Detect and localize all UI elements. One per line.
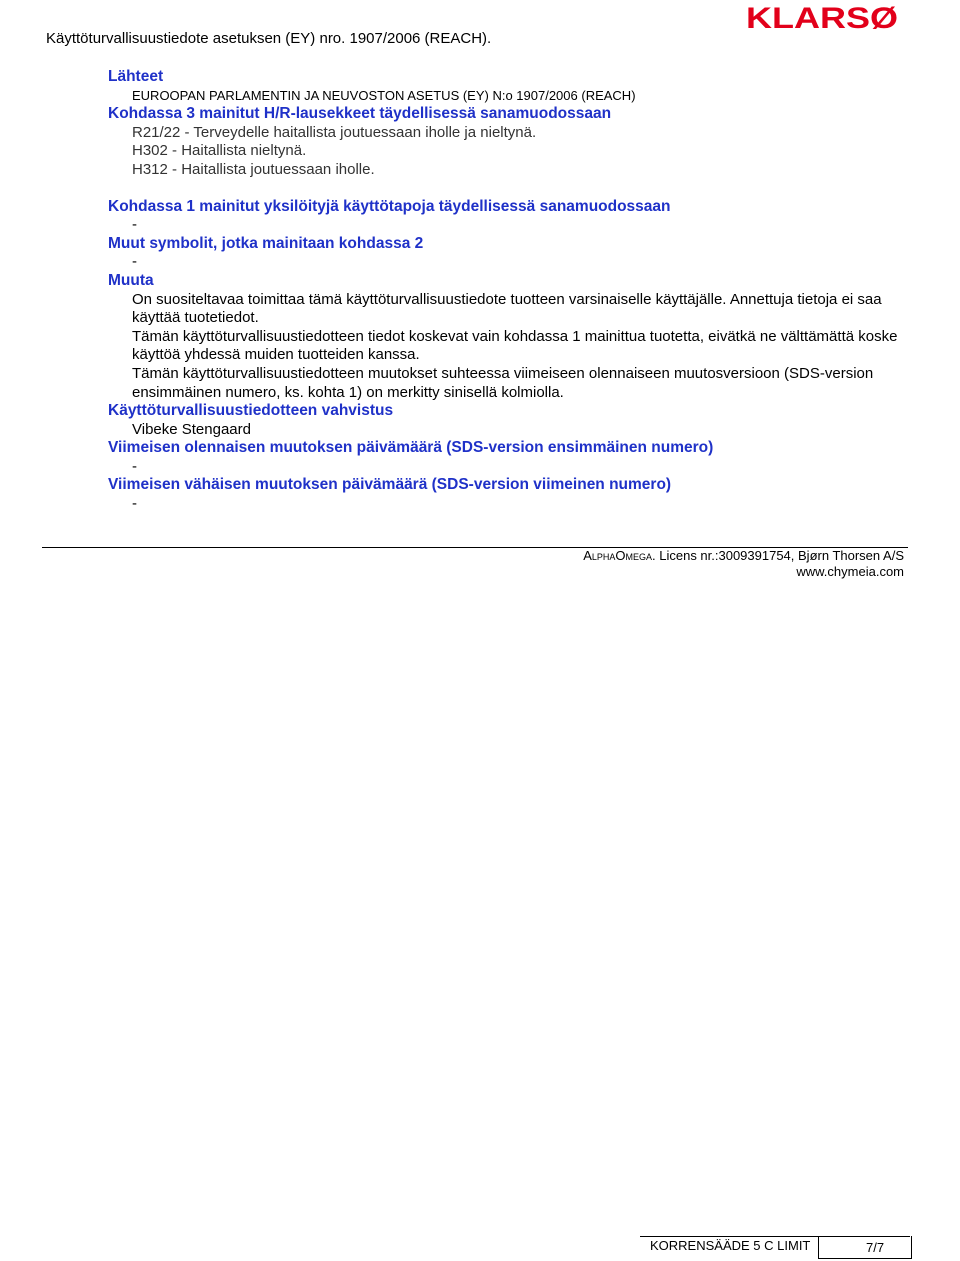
major-change-text: - (132, 457, 137, 475)
page-number: 7/7 (866, 1240, 885, 1255)
software-name: AlphaOmega. (583, 548, 656, 563)
other-heading: Muuta (108, 271, 154, 289)
product-name: KORRENSÄÄDE 5 C LIMIT (650, 1238, 811, 1253)
symbols-text: - (132, 253, 137, 271)
license-text: Licens nr.:3009391754, Bjørn Thorsen A/S (659, 548, 904, 563)
minor-change-text: - (132, 495, 137, 513)
document-title: Käyttöturvallisuustiedote asetuksen (EY) nro. 1907/2006 (REACH). (46, 30, 492, 47)
klarso-logo (746, 2, 900, 32)
minor-change-heading: Viimeisen vähäisen muutoksen päivämäärä (SDS-version viimeinen numero) (108, 476, 672, 494)
hr-phrases-heading: Kohdassa 3 mainitut H/R-lausekkeet täydellisessä sanamuodossaan (108, 105, 612, 123)
svg-text:KLARSØ: KLARSØ (746, 2, 898, 32)
other-paragraph: Tämän käyttöturvallisuustiedotteen tiedot koskevat vain kohdassa 1 mainittua tuotetta, eivätkä ne välttämättä koske käyttöä yhdessä muiden tuotteiden kanssa. (132, 327, 898, 364)
uses-heading: Kohdassa 1 mainitut yksilöityjä käyttötapoja täydellisessä sanamuodossaan (108, 197, 671, 215)
sources-text: EUROOPAN PARLAMENTIN JA NEUVOSTON ASETUS (EY) N:o 1907/2006 (REACH) (132, 87, 636, 103)
website-text: www.chymeia.com (796, 564, 904, 579)
hr-phrase: H312 - Haitallista joutuessaan iholle. (132, 160, 375, 178)
major-change-heading: Viimeisen olennaisen muutoksen päivämäärä (SDS-version ensimmäinen numero) (108, 439, 714, 457)
content (108, 68, 908, 514)
sources-heading: Lähteet (108, 68, 164, 85)
other-paragraph: Tämän käyttöturvallisuustiedotteen muutokset suhteessa viimeiseen olennaiseen muutosversioon (SDS-version ensimmäinen numero, ks. kohta 1) on merkitty sinisellä kolmiolla. (132, 364, 874, 401)
approval-heading: Käyttöturvallisuustiedotteen vahvistus (108, 402, 394, 420)
page-number-box (818, 1236, 912, 1259)
footer-license-block (583, 548, 904, 580)
hr-phrase: R21/22 - Terveydelle haitallista joutuessaan iholle ja nieltynä. (132, 123, 537, 141)
uses-text: - (132, 216, 137, 234)
hr-phrase: H302 - Haitallista nieltynä. (132, 142, 307, 160)
other-paragraph: On suositeltavaa toimittaa tämä käyttöturvallisuustiedote tuotteen varsinaiselle käyttäjälle. Annettuja tietoja ei saa käyttää tuotetiedot. (132, 290, 882, 327)
approval-text: Vibeke Stengaard (132, 420, 251, 438)
symbols-heading: Muut symbolit, jotka mainitaan kohdassa 2 (108, 234, 424, 252)
